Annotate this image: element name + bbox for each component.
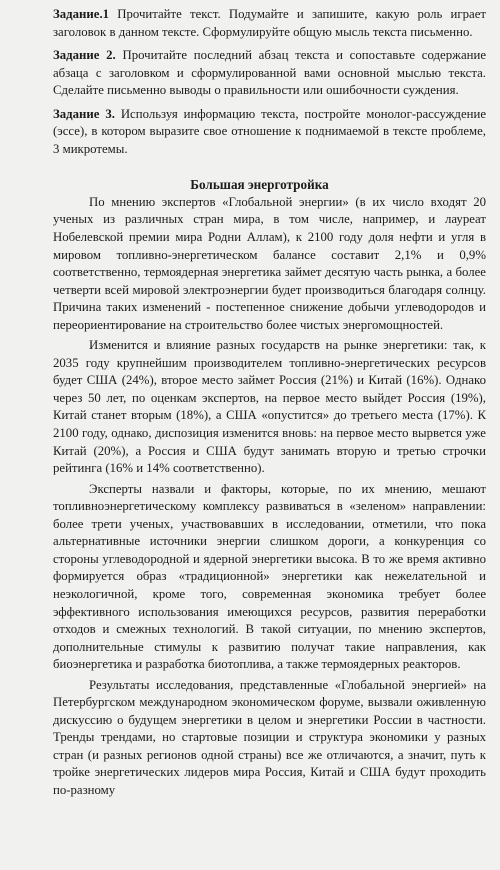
task-2 bbox=[53, 47, 486, 100]
article-paragraph-3: Эксперты назвали и факторы, которые, по их мнению, мешают топливноэнергетическому комплексу развиваться в «зеленом» направлении: более трети ученых, участвовавших в исследовании, отметили, что пока альтернативные источники энергии слишком дороги, а конкуренция со стороны углеводородной и ядерной энергетики высока. В то же время активно формируется образ «традиционной» энергетики как нежелательной и неэкологичной, кроме того, современная экономика требует более эффективного использования имеющихся ресурсов, развития переработки отходов и смежных технологий. В такой ситуации, по мнению экспертов, дополнительные стимулы к развитию получат такие направления, как биоэнергетика и разработка биотоплива, а также термоядерных реакторов. bbox=[53, 481, 486, 672]
task-3 bbox=[53, 106, 486, 159]
task-1 bbox=[53, 6, 486, 41]
task-1-text: Прочитайте текст. Подумайте и запишите, какую роль играет заголовок в данном тексте. Сформулируйте общую мысль текста письменно. bbox=[53, 7, 486, 39]
task-2-label: Задание 2. bbox=[53, 48, 116, 63]
article-paragraph-2: Изменится и влияние разных государств на рынке энергетики: так, к 2035 году крупнейшим производителем топливно-энергетических ресурсов будет США (24%), второе место займет Россия (21%) и Китай (16%). Однако через 50 лет, по оценкам экспертов, на первое место выйдет Россия (19%), Китай станет вторым (18%), а США «опустится» до третьего места (17%). К 2100 году, однако, диспозиция изменится вновь: на первое место вырвется уже Китай (20%), а Россия и США будут занимать вторую и третью строчки рейтинга (16% и 14% соответственно). bbox=[53, 338, 486, 476]
task-3-text: Используя информацию текста, постройте монолог-рассуждение (эссе), в котором выразите свое отношение к поднимаемой в тексте проблеме, 3 микротемы. bbox=[53, 106, 486, 156]
task-2-text: Прочитайте последний абзац текста и сопоставьте содержание абзаца с заголовком и сформулированной вами основной мыслью текста. Сделайте письменно выводы о правильности или ошибочности суждения. bbox=[53, 48, 486, 98]
task-3-label: Задание 3. bbox=[53, 106, 115, 121]
article-title: Большая энерготройка bbox=[190, 177, 329, 193]
article-paragraph-4: Результаты исследования, представленные «Глобальной энергией» на Петербургском международном экономическом форуме, вызвали оживленную дискуссию о будущем энергетики в целом и энергетики России в частности. Тренды трендами, но стартовые позиции и структура экономики у разных стран (и разных регионов одной страны) все же отличаются, а значит, путь к тройке энергетических лидеров мира Россия, Китай и США будут проходить по-разному bbox=[53, 677, 486, 797]
article-paragraph-1: По мнению экспертов «Глобальной энергии» (в их число входят 20 ученых из различных стран мира, в том числе, например, и лауреат Нобелевской премии мира Родни Аллам), к 2100 году доля нефти и угля в мировом топливно-энергетическом балансе составит 2,1% и 0,9% соответственно, термоядерная энергетика займет десятую часть рынка, а более четверти всей мировой электроэнергии будет производиться благодаря солнцу. Причина таких изменений - постепенное снижение добычи углеводородов и переориентирование на строительство более чистых энергомощностей. bbox=[53, 194, 486, 332]
task-1-label: Задание.1 bbox=[53, 7, 110, 21]
